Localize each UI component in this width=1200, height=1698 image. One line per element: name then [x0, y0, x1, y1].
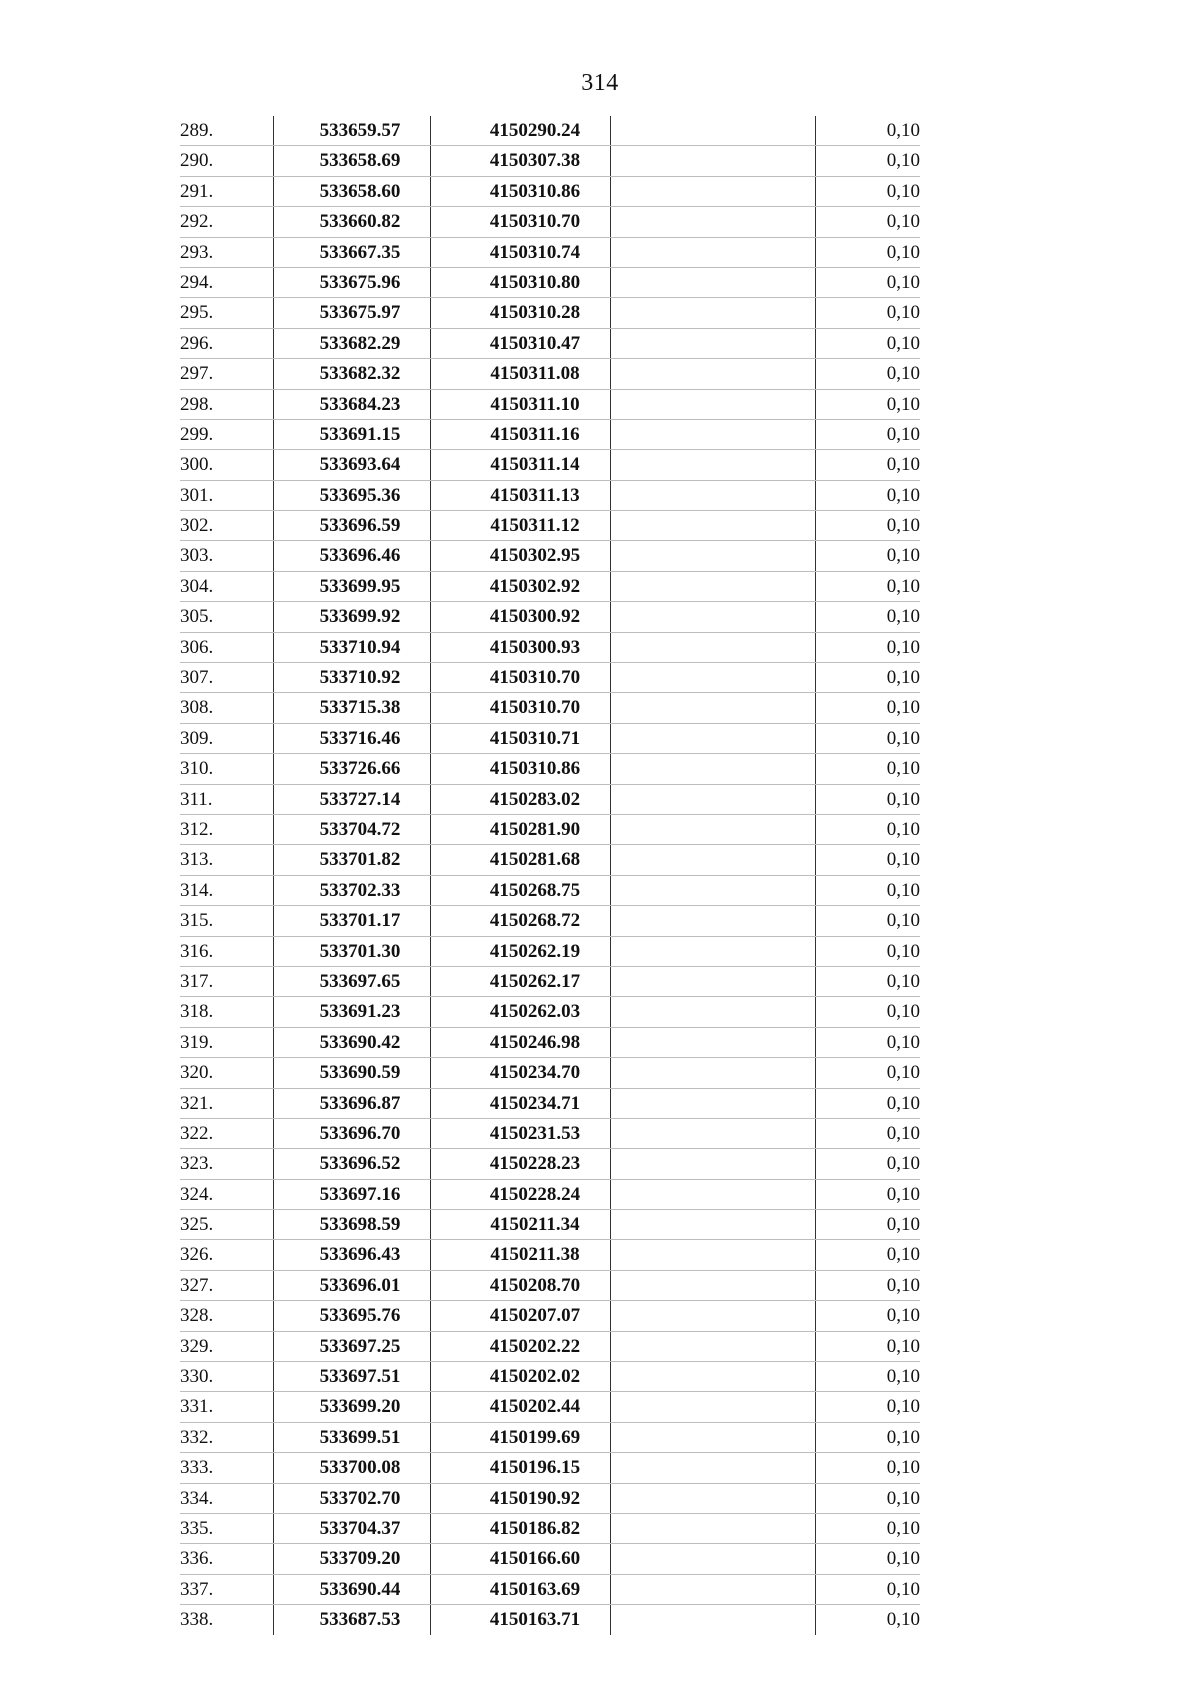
- value-cell: 0,10: [886, 849, 920, 871]
- value-cell: 0,10: [886, 910, 920, 932]
- table-row: [180, 1180, 920, 1210]
- table-row: [180, 1058, 920, 1088]
- row-number-cell: 318.: [180, 1001, 214, 1023]
- table-row: [180, 815, 920, 845]
- x-coordinate-cell: 533695.76: [319, 1305, 401, 1327]
- row-number-cell: 292.: [180, 211, 214, 233]
- y-coordinate-cell: 4150190.92: [489, 1487, 581, 1509]
- value-cell: 0,10: [886, 1092, 920, 1114]
- row-number-cell: 313.: [180, 849, 214, 871]
- value-cell: 0,10: [886, 302, 920, 324]
- row-number-cell: 303.: [180, 545, 214, 567]
- value-cell: 0,10: [886, 606, 920, 628]
- table-row: [180, 967, 920, 997]
- y-coordinate-cell: 4150302.92: [489, 575, 581, 597]
- table-row: [180, 724, 920, 754]
- value-cell: 0,10: [886, 515, 920, 537]
- x-coordinate-cell: 533684.23: [319, 393, 401, 415]
- y-coordinate-cell: 4150310.71: [489, 727, 581, 749]
- y-coordinate-cell: 4150311.08: [490, 363, 580, 385]
- table-row: [180, 1392, 920, 1422]
- x-coordinate-cell: 533691.23: [319, 1001, 401, 1023]
- value-cell: 0,10: [886, 363, 920, 385]
- table-row: [180, 845, 920, 875]
- table-row: [180, 390, 920, 420]
- x-coordinate-cell: 533697.25: [319, 1335, 401, 1357]
- y-coordinate-cell: 4150311.14: [490, 454, 580, 476]
- table-row: [180, 1575, 920, 1605]
- table-row: [180, 298, 920, 328]
- value-cell: 0,10: [886, 423, 920, 445]
- x-coordinate-cell: 533687.53: [319, 1609, 401, 1631]
- x-coordinate-cell: 533697.16: [319, 1183, 401, 1205]
- x-coordinate-cell: 533696.01: [319, 1274, 401, 1296]
- y-coordinate-cell: 4150310.80: [489, 271, 581, 293]
- row-number-cell: 295.: [180, 302, 214, 324]
- row-number-cell: 304.: [180, 575, 214, 597]
- y-coordinate-cell: 4150234.71: [489, 1092, 581, 1114]
- x-coordinate-cell: 533696.70: [319, 1122, 401, 1144]
- value-cell: 0,10: [886, 1457, 920, 1479]
- row-number-cell: 291.: [180, 180, 214, 202]
- table-row: [180, 481, 920, 511]
- value-cell: 0,10: [886, 180, 920, 202]
- table-row: [180, 268, 920, 298]
- x-coordinate-cell: 533693.64: [319, 454, 401, 476]
- y-coordinate-cell: 4150283.02: [489, 788, 581, 810]
- table-row: [180, 207, 920, 237]
- x-coordinate-cell: 533710.94: [319, 636, 401, 658]
- y-coordinate-cell: 4150310.70: [489, 667, 581, 689]
- row-number-cell: 301.: [180, 484, 214, 506]
- y-coordinate-cell: 4150311.16: [490, 423, 580, 445]
- row-number-cell: 327.: [180, 1274, 214, 1296]
- x-coordinate-cell: 533699.20: [319, 1396, 401, 1418]
- row-number-cell: 294.: [180, 271, 214, 293]
- x-coordinate-cell: 533726.66: [319, 758, 401, 780]
- x-coordinate-cell: 533699.51: [319, 1426, 401, 1448]
- value-cell: 0,10: [886, 211, 920, 233]
- row-number-cell: 328.: [180, 1305, 214, 1327]
- x-coordinate-cell: 533704.37: [319, 1517, 401, 1539]
- row-number-cell: 293.: [180, 241, 214, 263]
- x-coordinate-cell: 533704.72: [319, 818, 401, 840]
- y-coordinate-cell: 4150300.92: [489, 606, 581, 628]
- x-coordinate-cell: 533702.70: [319, 1487, 401, 1509]
- y-coordinate-cell: 4150207.07: [489, 1305, 581, 1327]
- table-row: [180, 1514, 920, 1544]
- y-coordinate-cell: 4150262.03: [489, 1001, 581, 1023]
- row-number-cell: 314.: [180, 879, 214, 901]
- row-number-cell: 312.: [180, 818, 214, 840]
- x-coordinate-cell: 533696.46: [319, 545, 401, 567]
- row-number-cell: 289.: [180, 120, 214, 141]
- row-number-cell: 331.: [180, 1396, 214, 1418]
- table-row: [180, 1240, 920, 1270]
- row-number-cell: 317.: [180, 970, 214, 992]
- table-row: [180, 754, 920, 784]
- y-coordinate-cell: 4150211.38: [490, 1244, 580, 1266]
- value-cell: 0,10: [886, 727, 920, 749]
- row-number-cell: 338.: [180, 1609, 214, 1631]
- table-row: [180, 937, 920, 967]
- value-cell: 0,10: [886, 970, 920, 992]
- y-coordinate-cell: 4150268.72: [489, 910, 581, 932]
- table-row: [180, 146, 920, 176]
- table-row: [180, 359, 920, 389]
- value-cell: 0,10: [886, 1578, 920, 1600]
- value-cell: 0,10: [886, 1001, 920, 1023]
- value-cell: 0,10: [886, 271, 920, 293]
- x-coordinate-cell: 533700.08: [319, 1457, 401, 1479]
- table-row: [180, 1544, 920, 1574]
- value-cell: 0,10: [886, 575, 920, 597]
- value-cell: 0,10: [886, 788, 920, 810]
- table-row: [180, 785, 920, 815]
- coordinate-table: [180, 116, 920, 1635]
- row-number-cell: 299.: [180, 423, 214, 445]
- value-cell: 0,10: [886, 1609, 920, 1631]
- table-row: [180, 1271, 920, 1301]
- table-row: [180, 177, 920, 207]
- row-number-cell: 323.: [180, 1153, 214, 1175]
- x-coordinate-cell: 533715.38: [319, 697, 401, 719]
- y-coordinate-cell: 4150199.69: [489, 1426, 581, 1448]
- y-coordinate-cell: 4150163.71: [489, 1609, 581, 1631]
- x-coordinate-cell: 533701.82: [319, 849, 401, 871]
- table-row: [180, 1453, 920, 1483]
- table-row: [180, 602, 920, 632]
- y-coordinate-cell: 4150228.24: [489, 1183, 581, 1205]
- table-row: [180, 1301, 920, 1331]
- value-cell: 0,10: [886, 241, 920, 263]
- x-coordinate-cell: 533682.32: [319, 363, 401, 385]
- value-cell: 0,10: [886, 818, 920, 840]
- x-coordinate-cell: 533667.35: [319, 241, 401, 263]
- y-coordinate-cell: 4150311.13: [490, 484, 580, 506]
- x-coordinate-cell: 533696.59: [319, 515, 401, 537]
- value-cell: 0,10: [886, 454, 920, 476]
- x-coordinate-cell: 533691.15: [319, 423, 401, 445]
- table-row: [180, 572, 920, 602]
- x-coordinate-cell: 533698.59: [319, 1214, 401, 1236]
- table-row: [180, 450, 920, 480]
- x-coordinate-cell: 533658.60: [319, 180, 401, 202]
- y-coordinate-cell: 4150310.86: [489, 758, 581, 780]
- y-coordinate-cell: 4150310.70: [489, 697, 581, 719]
- y-coordinate-cell: 4150202.02: [489, 1366, 581, 1388]
- y-coordinate-cell: 4150310.74: [489, 241, 581, 263]
- y-coordinate-cell: 4150231.53: [489, 1122, 581, 1144]
- row-number-cell: 337.: [180, 1578, 214, 1600]
- row-number-cell: 310.: [180, 758, 214, 780]
- x-coordinate-cell: 533699.92: [319, 606, 401, 628]
- row-number-cell: 290.: [180, 150, 214, 172]
- value-cell: 0,10: [886, 1305, 920, 1327]
- row-number-cell: 300.: [180, 454, 214, 476]
- y-coordinate-cell: 4150281.90: [489, 818, 581, 840]
- value-cell: 0,10: [886, 545, 920, 567]
- x-coordinate-cell: 533690.59: [319, 1062, 401, 1084]
- row-number-cell: 336.: [180, 1548, 214, 1570]
- row-number-cell: 319.: [180, 1031, 214, 1053]
- table-row: [180, 663, 920, 693]
- y-coordinate-cell: 4150186.82: [489, 1517, 581, 1539]
- row-number-cell: 308.: [180, 697, 214, 719]
- row-number-cell: 320.: [180, 1062, 214, 1084]
- table-row: [180, 420, 920, 450]
- y-coordinate-cell: 4150246.98: [489, 1031, 581, 1053]
- y-coordinate-cell: 4150202.44: [489, 1396, 581, 1418]
- x-coordinate-cell: 533675.96: [319, 271, 401, 293]
- table-row: [180, 541, 920, 571]
- table-row: [180, 876, 920, 906]
- y-coordinate-cell: 4150262.19: [489, 940, 581, 962]
- y-coordinate-cell: 4150208.70: [489, 1274, 581, 1296]
- row-number-cell: 330.: [180, 1366, 214, 1388]
- value-cell: 0,10: [886, 1153, 920, 1175]
- y-coordinate-cell: 4150311.10: [490, 393, 580, 415]
- value-cell: 0,10: [886, 393, 920, 415]
- table-row: [180, 997, 920, 1027]
- row-number-cell: 307.: [180, 667, 214, 689]
- table-row: [180, 906, 920, 936]
- y-coordinate-cell: 4150228.23: [489, 1153, 581, 1175]
- x-coordinate-cell: 533727.14: [319, 788, 401, 810]
- row-number-cell: 321.: [180, 1092, 214, 1114]
- value-cell: 0,10: [886, 758, 920, 780]
- row-number-cell: 309.: [180, 727, 214, 749]
- x-coordinate-cell: 533702.33: [319, 879, 401, 901]
- table-row: [180, 1423, 920, 1453]
- row-number-cell: 322.: [180, 1122, 214, 1144]
- row-number-cell: 326.: [180, 1244, 214, 1266]
- x-coordinate-cell: 533697.51: [319, 1366, 401, 1388]
- row-number-cell: 305.: [180, 606, 214, 628]
- y-coordinate-cell: 4150302.95: [489, 545, 581, 567]
- value-cell: 0,10: [886, 1062, 920, 1084]
- value-cell: 0,10: [886, 1031, 920, 1053]
- table-row: [180, 1089, 920, 1119]
- x-coordinate-cell: 533690.42: [319, 1031, 401, 1053]
- value-cell: 0,10: [886, 1426, 920, 1448]
- row-number-cell: 333.: [180, 1457, 214, 1479]
- row-number-cell: 329.: [180, 1335, 214, 1357]
- value-cell: 0,10: [886, 697, 920, 719]
- y-coordinate-cell: 4150310.86: [489, 180, 581, 202]
- x-coordinate-cell: 533696.87: [319, 1092, 401, 1114]
- value-cell: 0,10: [886, 1274, 920, 1296]
- y-coordinate-cell: 4150196.15: [489, 1457, 581, 1479]
- value-cell: 0,10: [886, 1335, 920, 1357]
- row-number-cell: 316.: [180, 940, 214, 962]
- y-coordinate-cell: 4150268.75: [489, 879, 581, 901]
- y-coordinate-cell: 4150202.22: [489, 1335, 581, 1357]
- value-cell: 0,10: [886, 1487, 920, 1509]
- table-row: [180, 1149, 920, 1179]
- y-coordinate-cell: 4150234.70: [489, 1062, 581, 1084]
- table-row: [180, 1119, 920, 1149]
- x-coordinate-cell: 533701.30: [319, 940, 401, 962]
- value-cell: 0,10: [886, 667, 920, 689]
- table-row: [180, 1362, 920, 1392]
- y-coordinate-cell: 4150211.34: [490, 1214, 580, 1236]
- row-number-cell: 302.: [180, 515, 214, 537]
- x-coordinate-cell: 533699.95: [319, 575, 401, 597]
- table-row: [180, 1605, 920, 1634]
- value-cell: 0,10: [886, 1366, 920, 1388]
- value-cell: 0,10: [886, 120, 920, 141]
- row-number-cell: 296.: [180, 332, 214, 354]
- y-coordinate-cell: 4150166.60: [489, 1548, 581, 1570]
- x-coordinate-cell: 533690.44: [319, 1578, 401, 1600]
- x-coordinate-cell: 533710.92: [319, 667, 401, 689]
- row-number-cell: 324.: [180, 1183, 214, 1205]
- x-coordinate-cell: 533696.52: [319, 1153, 401, 1175]
- table-row: [180, 329, 920, 359]
- x-coordinate-cell: 533659.57: [319, 120, 401, 141]
- value-cell: 0,10: [886, 1548, 920, 1570]
- row-number-cell: 298.: [180, 393, 214, 415]
- y-coordinate-cell: 4150310.28: [489, 302, 581, 324]
- x-coordinate-cell: 533695.36: [319, 484, 401, 506]
- y-coordinate-cell: 4150163.69: [489, 1578, 581, 1600]
- value-cell: 0,10: [886, 1183, 920, 1205]
- row-number-cell: 306.: [180, 636, 214, 658]
- table-row: [180, 511, 920, 541]
- table-row: [180, 116, 920, 146]
- row-number-cell: 325.: [180, 1214, 214, 1236]
- value-cell: 0,10: [886, 1517, 920, 1539]
- x-coordinate-cell: 533660.82: [319, 211, 401, 233]
- y-coordinate-cell: 4150310.70: [489, 211, 581, 233]
- y-coordinate-cell: 4150307.38: [489, 150, 581, 172]
- value-cell: 0,10: [886, 150, 920, 172]
- x-coordinate-cell: 533696.43: [319, 1244, 401, 1266]
- value-cell: 0,10: [886, 1214, 920, 1236]
- value-cell: 0,10: [886, 879, 920, 901]
- table-row: [180, 1210, 920, 1240]
- row-number-cell: 332.: [180, 1426, 214, 1448]
- row-number-cell: 315.: [180, 910, 214, 932]
- x-coordinate-cell: 533701.17: [319, 910, 401, 932]
- x-coordinate-cell: 533709.20: [319, 1548, 401, 1570]
- row-number-cell: 335.: [180, 1517, 214, 1539]
- table-row: [180, 1332, 920, 1362]
- y-coordinate-cell: 4150281.68: [489, 849, 581, 871]
- value-cell: 0,10: [886, 1122, 920, 1144]
- row-number-cell: 311.: [180, 788, 213, 810]
- value-cell: 0,10: [886, 1396, 920, 1418]
- y-coordinate-cell: 4150311.12: [490, 515, 580, 537]
- value-cell: 0,10: [886, 940, 920, 962]
- x-coordinate-cell: 533716.46: [319, 727, 401, 749]
- x-coordinate-cell: 533658.69: [319, 150, 401, 172]
- x-coordinate-cell: 533675.97: [319, 302, 401, 324]
- y-coordinate-cell: 4150300.93: [489, 636, 581, 658]
- table-row: [180, 693, 920, 723]
- page-number: 314: [581, 70, 619, 96]
- x-coordinate-cell: 533682.29: [319, 332, 401, 354]
- x-coordinate-cell: 533697.65: [319, 970, 401, 992]
- y-coordinate-cell: 4150310.47: [489, 332, 581, 354]
- table-row: [180, 633, 920, 663]
- row-number-cell: 334.: [180, 1487, 214, 1509]
- value-cell: 0,10: [886, 636, 920, 658]
- table-row: [180, 238, 920, 268]
- value-cell: 0,10: [886, 484, 920, 506]
- row-number-cell: 297.: [180, 363, 214, 385]
- value-cell: 0,10: [886, 332, 920, 354]
- y-coordinate-cell: 4150290.24: [489, 120, 581, 141]
- y-coordinate-cell: 4150262.17: [489, 970, 581, 992]
- table-row: [180, 1028, 920, 1058]
- table-row: [180, 1484, 920, 1514]
- value-cell: 0,10: [886, 1244, 920, 1266]
